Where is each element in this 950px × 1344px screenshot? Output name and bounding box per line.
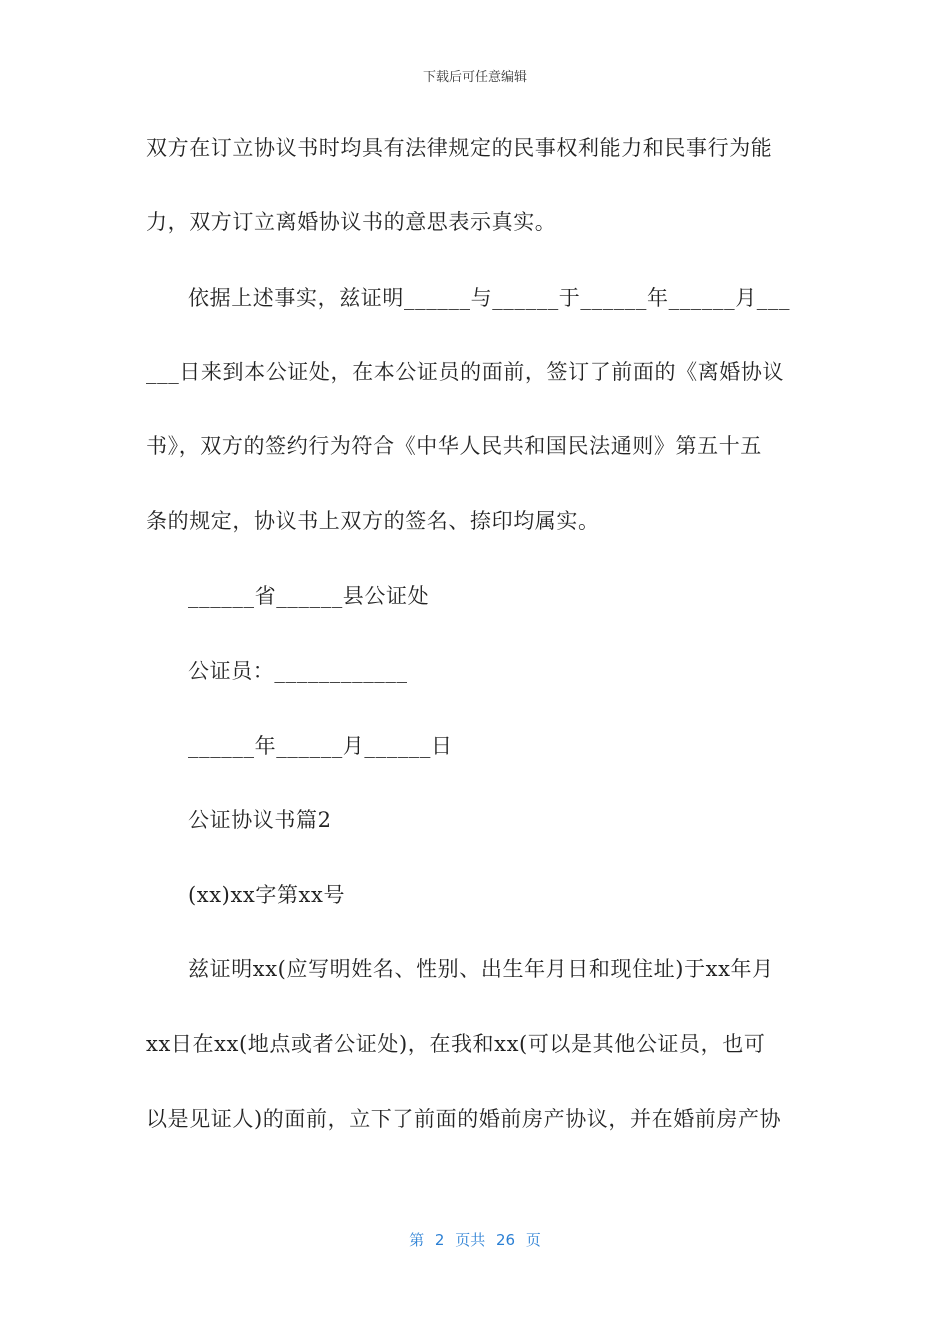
body-line-5: 书》，双方的签约行为符合《中华人民共和国民法通则》第五十五 (146, 434, 762, 458)
body-line-2: 力，双方订立离婚协议书的意思表示真实。 (146, 210, 557, 234)
body-line-3: 依据上述事实，兹证明______与______于______年______月___ (188, 286, 791, 310)
notary-officer-line: 公证员：____________ (188, 659, 408, 683)
notary-office-line: ______省______县公证处 (188, 584, 430, 608)
body-line-14: 以是见证人)的面前，立下了前面的婚前房产协议，并在婚前房产协 (146, 1107, 782, 1131)
body-line-1: 双方在订立协议书时均具有法律规定的民事权利能力和民事行为能 (146, 136, 773, 160)
body-line-13: xx日在xx(地点或者公证处)，在我和xx(可以是其他公证员，也可 (146, 1032, 766, 1056)
document-number: (xx)xx字第xx号 (188, 883, 346, 907)
date-line: ______年______月______日 (188, 734, 453, 758)
page-header-note: 下载后可任意编辑 (422, 70, 527, 85)
body-line-12: 兹证明xx(应写明姓名、性别、出生年月日和现住址)于xx年月 (188, 957, 774, 981)
body-line-6: 条的规定，协议书上双方的签名、捺印均属实。 (146, 509, 600, 533)
body-line-4: ___日来到本公证处，在本公证员的面前，签订了前面的《离婚协议 (146, 360, 785, 384)
page-number-footer: 第 2 页共 26 页 (409, 1231, 541, 1249)
section-title: 公证协议书篇2 (188, 808, 332, 832)
